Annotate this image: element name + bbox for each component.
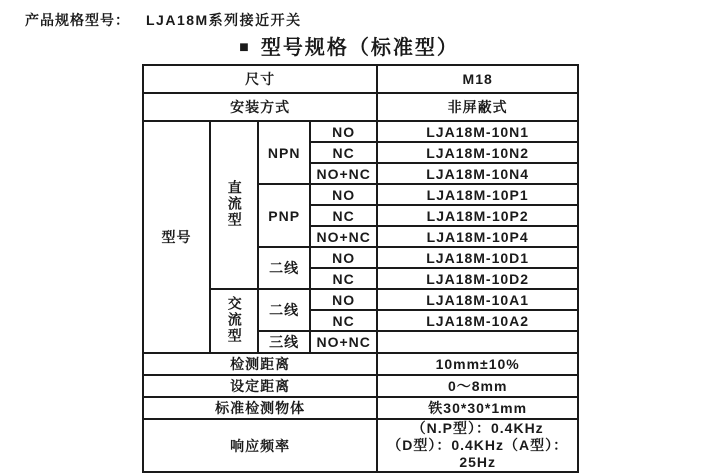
header-series-value: LJA18M系列接近开关: [146, 12, 302, 28]
ac-type-cell: [210, 289, 258, 353]
section-title-text: 型号规格（标准型）: [260, 37, 459, 59]
dc-two-wire-cell: 二线: [258, 247, 310, 289]
standard-object-value-cell: 铁30*30*1mm: [377, 397, 578, 419]
response-freq-line1: （N.P型）：0.4KHz: [411, 420, 544, 436]
mount-value-cell: 非屏蔽式: [377, 93, 578, 121]
response-freq-line2: （D型）：0.4KHz（A型）：25Hz: [387, 437, 569, 470]
model-number-cell: LJA18M-10A2: [377, 310, 578, 331]
detection-distance-value-cell: 10mm±10%: [377, 353, 578, 375]
model-number-cell: LJA18M-10D2: [377, 268, 578, 289]
model-number-cell: LJA18M-10P2: [377, 205, 578, 226]
table-row: [143, 353, 578, 375]
detection-distance-label-cell: 检测距离: [143, 353, 377, 375]
table-row: [143, 121, 578, 142]
header-label: 产品规格型号：: [25, 12, 130, 28]
table-row: [143, 93, 578, 121]
table-row: [143, 375, 578, 397]
output-type-cell: NO+NC: [310, 226, 377, 247]
ac-two-wire-cell: 二线: [258, 289, 310, 331]
square-bullet-icon: ■: [239, 39, 251, 56]
model-number-cell: [377, 331, 578, 353]
output-type-cell: NC: [310, 205, 377, 226]
setting-distance-label-cell: 设定距离: [143, 375, 377, 397]
setting-distance-value-cell: 0～8mm: [377, 375, 578, 397]
output-type-cell: NO: [310, 121, 377, 142]
model-number-cell: LJA18M-10A1: [377, 289, 578, 310]
section-title: [142, 31, 556, 60]
output-type-cell: NC: [310, 142, 377, 163]
ac-three-wire-cell: 三线: [258, 331, 310, 353]
output-type-cell: NC: [310, 268, 377, 289]
response-freq-value-cell: [377, 419, 578, 472]
model-number-cell: LJA18M-10N4: [377, 163, 578, 184]
model-number-cell: LJA18M-10N2: [377, 142, 578, 163]
output-type-cell: NO+NC: [310, 163, 377, 184]
output-type-cell: NO: [310, 247, 377, 268]
model-number-cell: LJA18M-10N1: [377, 121, 578, 142]
model-header-cell: 型号: [143, 121, 210, 353]
output-type-cell: NC: [310, 310, 377, 331]
table-row: [143, 65, 578, 93]
output-type-cell: NO: [310, 289, 377, 310]
model-number-cell: LJA18M-10P4: [377, 226, 578, 247]
pnp-group-cell: PNP: [258, 184, 310, 247]
spec-table: [142, 64, 579, 473]
npn-group-cell: NPN: [258, 121, 310, 184]
size-value-cell: M18: [377, 65, 578, 93]
model-number-cell: LJA18M-10P1: [377, 184, 578, 205]
response-freq-label-cell: 响应频率: [143, 419, 377, 472]
document-header: [25, 10, 302, 30]
size-label-cell: 尺寸: [143, 65, 377, 93]
dc-type-cell: [210, 121, 258, 289]
ac-type-label: 交流型: [226, 295, 243, 344]
output-type-cell: NO+NC: [310, 331, 377, 353]
model-number-cell: LJA18M-10D1: [377, 247, 578, 268]
table-row: [143, 419, 578, 472]
table-row: [143, 397, 578, 419]
mount-label-cell: 安装方式: [143, 93, 377, 121]
output-type-cell: NO: [310, 184, 377, 205]
standard-object-label-cell: 标准检测物体: [143, 397, 377, 419]
dc-type-label: 直流型: [226, 179, 243, 228]
